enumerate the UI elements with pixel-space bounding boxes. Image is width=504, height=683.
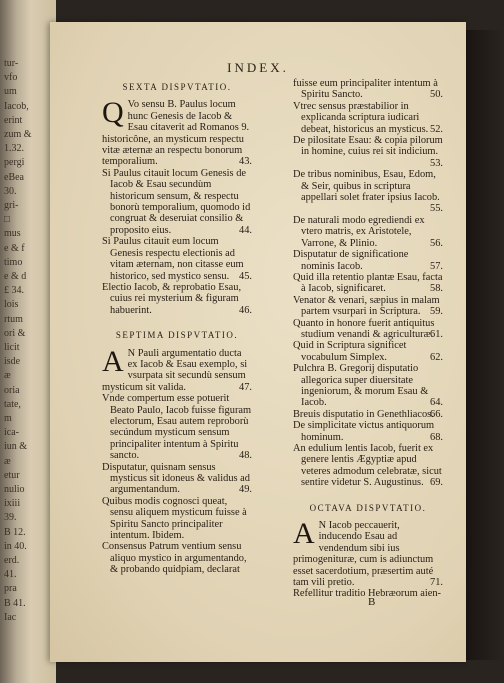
drop-cap: A <box>293 517 315 551</box>
section-heading-septima: SEPTIMA DISPVTATIO. <box>115 330 239 341</box>
entry-text: De naturali modo egrediendi ex vtero matris, ex Aristotele, Varrone, & Plinio. <box>293 214 425 249</box>
entry-text: Quanto in honore fuerit antiquitus studium venandi & agriculturæ. <box>293 317 435 340</box>
spine-text-fragment: oria <box>4 384 20 396</box>
index-entry <box>293 215 443 249</box>
entry-text: N Pauli argumentatio ducta ex Iacob & Esau exemplo, si vsurpata sit secundù sensum mysticum sit valida. <box>102 347 248 393</box>
section-heading-octava: OCTAVA DISPVTATIO. <box>309 502 427 513</box>
entry-page-number: 64. <box>430 397 443 409</box>
index-entry <box>102 496 252 542</box>
spine-text-fragment: ori & <box>4 327 26 339</box>
entry-page-number: 71. <box>430 577 443 589</box>
spine-text-fragment: iun & <box>4 441 28 453</box>
spine-text-fragment: □ <box>4 214 11 226</box>
spine-text-fragment: e & d <box>4 271 27 282</box>
spine-text-fragment: ica- <box>4 427 19 439</box>
entry-text: Breuis disputatio in Genethliacos. <box>293 408 434 420</box>
entry-page-number: 62. <box>430 351 443 363</box>
spine-text-fragment: mus <box>4 228 21 240</box>
signature-mark: B <box>368 596 376 608</box>
index-entry <box>293 363 443 409</box>
spine-text-fragment: 30. <box>4 185 17 197</box>
entry-text: Vnde compertum esse potuerit Beato Paulo, Iacob fuisse figuram electorum, Esau autem reproborù secúndum mysticum sensum principaliter intentum à Spiritu sancto. <box>102 393 252 462</box>
entry-text: Quid illa retentio plantæ Esau, facta à Iacob, significaret. <box>293 271 443 295</box>
index-entry <box>102 344 252 394</box>
entry-text: Si Paulus citauit locum Genesis de Iacob & Esau secundùm historicum sensum, & respectu bonorù temporalium, quomodo id congruat & deseruiat consilio & proposito eius. <box>102 167 251 236</box>
page-header: INDEX. <box>227 60 289 75</box>
spine-text-fragment: B 12. <box>4 526 26 538</box>
spine-text-fragment: um <box>4 86 17 98</box>
spine-text-fragment: tate, <box>4 398 21 410</box>
spine-text-fragment: tur- <box>4 58 19 69</box>
entry-page-number: 56. <box>430 237 443 249</box>
entry-text: Venator & venari, sæpius in malam partem vsurpari in Scriptura. <box>293 294 440 318</box>
index-entry <box>102 541 252 575</box>
spine-text-fragment: pra <box>4 583 17 595</box>
entry-text: Disputatur de significatione nominis Iacob. <box>293 249 409 272</box>
left-column <box>102 78 252 576</box>
spine-text-fragment: ixiii <box>4 498 21 510</box>
spine-text-fragment: £ 34. <box>4 285 24 297</box>
entry-text: Electio Iacob, & reprobatio Esau, cuius rei mysterium & figuram habuerint. <box>102 281 242 316</box>
entry-page-number: 47. <box>239 381 252 393</box>
index-entry <box>293 135 443 169</box>
spine-text-fragment: rtum <box>4 313 23 325</box>
spine-text-fragment: in 40. <box>4 540 27 552</box>
entry-page-number: 66. <box>430 408 443 420</box>
book-page <box>50 22 466 662</box>
entry-text: Vtrec sensus præstabilior in explicanda scriptura iudicari debeat, historicus an mysticus. <box>293 100 429 135</box>
index-entry <box>102 282 252 316</box>
spine-text-fragment: æ <box>4 370 11 382</box>
adjacent-page-spine <box>0 0 56 683</box>
entry-page-number: 49. <box>239 484 252 496</box>
entry-text: Quid in Scriptura significet vocabulum Simplex. <box>293 340 407 363</box>
index-entry <box>293 420 443 443</box>
entry-text: Quibus modis cognosci queat, sensu aliquem mysticum fuisse à Spiritu Sancto principaliter intentum. Ibidem. <box>102 495 247 542</box>
index-entry <box>293 443 443 489</box>
spine-text-fragment: 41. <box>4 569 17 581</box>
page-shadow <box>466 30 504 660</box>
index-entry <box>102 96 252 168</box>
entry-page-number: 46. <box>239 304 252 316</box>
entry-text: Refellitur traditio Hebræorum aien- <box>293 588 442 600</box>
spine-text-fragment: isde <box>4 356 21 368</box>
entry-page-number: 50. <box>430 89 443 101</box>
spine-text-fragment: 39. <box>4 512 17 524</box>
entry-page-number: 58. <box>430 283 443 295</box>
octava-entries <box>293 517 443 600</box>
entry-text: Pulchra B. Gregorij disputatio allegorica super diuersitate ingeniorum, & morum Esau & Iacob. <box>293 363 429 409</box>
spine-text-fragment: 1.32. <box>4 143 24 155</box>
index-entry <box>293 101 443 135</box>
entry-text: fuisse eum principaliter intentum à Spiritu Sancto. <box>293 78 438 101</box>
index-entry <box>293 318 443 341</box>
entry-page-number: 48. <box>239 450 252 462</box>
spine-text-fragment: etur <box>4 469 20 481</box>
spine-text-fragment: Iac <box>4 611 17 623</box>
spine-text-fragment: gri- <box>4 200 19 211</box>
spine-text-fragment: e & f <box>4 242 25 254</box>
septima-entries <box>102 344 252 576</box>
spine-text-fragment: lois <box>4 299 19 311</box>
spine-text-fragment: licit <box>4 342 20 353</box>
sexta-entries <box>102 96 252 316</box>
index-entry <box>102 236 252 282</box>
entry-text: Si Paulus citauit eum locum Genesis respectu electionis ad vitam æternam, non citasse eum historico, sed mystico sensu. <box>102 236 244 282</box>
index-entry <box>293 272 443 295</box>
entry-page-number: 69. <box>430 477 443 489</box>
entry-page-number: 44. <box>239 224 252 236</box>
continued-entries <box>293 78 443 489</box>
drop-cap: A <box>102 344 124 378</box>
entry-page-number: 52. <box>430 123 443 135</box>
entry-text: Vo sensu B. Paulus locum hunc Genesis de Iacob & Esau citaverit ad Romanos 9. historicône, an mysticum respectu vitæ æternæ an respectu bonorum temporalium. <box>102 99 250 168</box>
spine-text-fragment: zum & <box>4 129 32 140</box>
entry-page-number: 59. <box>430 306 443 318</box>
drop-cap: Q <box>102 96 124 130</box>
entry-text: De tribus nominibus, Esau, Edom, & Seir, quibus in scriptura appellari solet frater ipsius Iacob. <box>293 169 440 204</box>
entry-page-number: 45. <box>239 270 252 282</box>
entry-page-number: 53. <box>430 157 443 169</box>
spine-text-fragment: timo <box>4 256 23 268</box>
entry-text: N Iacob peccauerit, inducendo Esau ad vendendum sibi ius primogenituræ, cum is adiunctum esset sacerdotium, præsertim auté tam vili pretio. <box>293 520 434 589</box>
spine-text-fragment: vfo <box>4 72 18 84</box>
entry-text: De pilositate Esau: & copia pilorum in homine, cuius rei sit indicium. <box>293 135 443 158</box>
index-entry <box>293 169 443 215</box>
index-entry <box>293 295 443 318</box>
spine-text-fragment: m <box>4 413 12 424</box>
index-entry <box>293 340 443 363</box>
index-entry <box>293 409 443 420</box>
index-entry <box>102 393 252 461</box>
entry-text: Disputatur, quisnam sensus mysticus sit idoneus & validus ad argumentandum. <box>102 461 250 496</box>
entry-page-number: 68. <box>430 431 443 443</box>
spine-text-fragment: nulio <box>4 484 25 495</box>
spine-text-fragment: eBea <box>4 171 24 183</box>
section-heading-sexta: SEXTA DISPVTATIO. <box>122 82 232 92</box>
entry-text: An edulium lentis Iacob, fuerit ex genere lentis Ægyptiæ apud veteres admodum celebratæ, sicut sentire videtur S. Augustinus. <box>293 443 442 489</box>
entry-page-number: 55. <box>430 203 443 215</box>
right-column <box>293 78 443 600</box>
entry-page-number: 61. <box>430 328 443 340</box>
spine-text-fragment: erint <box>4 114 23 126</box>
spine-text-fragment: æ <box>4 455 11 467</box>
index-entry <box>102 462 252 496</box>
entry-text: De simplicitate victus antiquorum hominum. <box>293 420 435 443</box>
entry-page-number: 43. <box>239 156 252 168</box>
spine-text-fragment: erd. <box>4 555 20 566</box>
index-entry <box>102 168 252 236</box>
index-entry <box>293 517 443 589</box>
entry-page-number: 57. <box>430 260 443 272</box>
spine-text-fragment: Iacob, <box>4 100 29 112</box>
spine-text-fragment: pergi <box>4 157 25 169</box>
index-entry <box>293 78 443 101</box>
spine-text-fragment: B 41. <box>4 597 26 609</box>
entry-text: Consensus Patrum ventium sensu aliquo mystico in argumentando, & probando quidpiam, declarat <box>102 541 247 576</box>
index-entry <box>293 249 443 272</box>
